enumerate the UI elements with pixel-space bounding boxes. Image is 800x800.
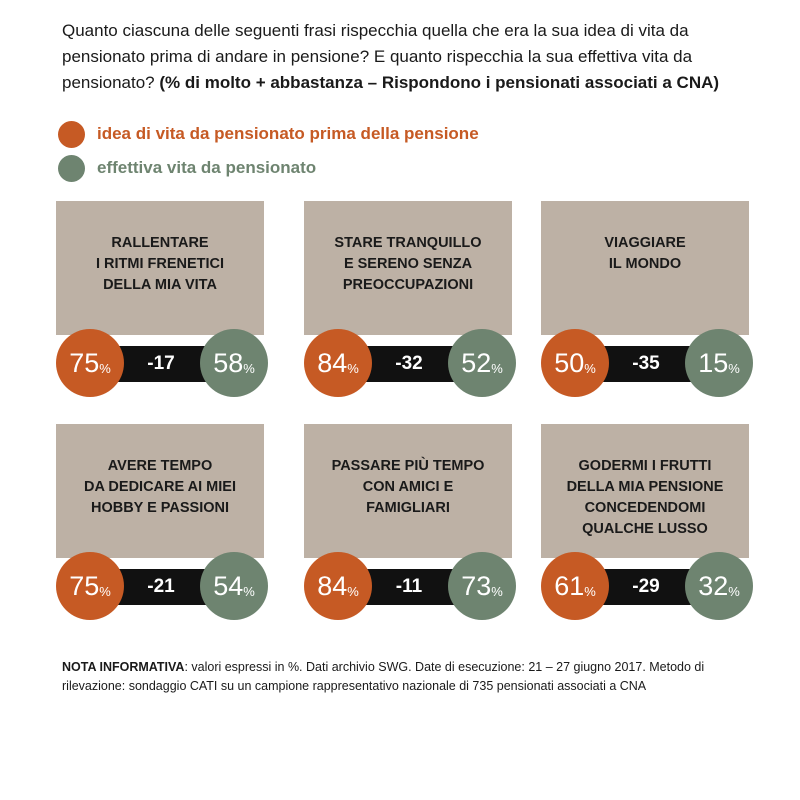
value-unit: % <box>491 360 503 376</box>
value-circle-before <box>541 329 609 397</box>
value-circle-before <box>304 329 372 397</box>
value-unit: % <box>584 583 596 599</box>
difference-value: -32 <box>395 353 423 374</box>
panel-category-label: AVERE TEMPO DA DEDICARE AI MIEI HOBBY E PASSIONI <box>84 458 236 516</box>
panel-category-label: GODERMI I FRUTTI DELLA MIA PENSIONE CONCEDENDOMI QUALCHE LUSSO <box>566 458 724 537</box>
panel-6 <box>541 424 753 601</box>
footnote-text: : valori espressi in %. Dati archivio SWG. Date di esecuzione: 21 – 27 giugno 2017. Metodo di rilevazione: sondaggio CATI su un campione rappresentativo nazionale di 735 pensionati associati a CNA <box>62 660 705 693</box>
value-number-before: 75 <box>69 347 100 378</box>
value-circle-after <box>200 329 268 397</box>
value-number-after: 32 <box>698 570 729 601</box>
value-number-after: 58 <box>213 347 244 378</box>
panel-3 <box>541 201 753 378</box>
value-number-after: 52 <box>461 347 492 378</box>
value-circle-after <box>685 552 753 620</box>
legend-item-before <box>58 118 479 150</box>
value-number-before: 61 <box>554 570 585 601</box>
value-unit: % <box>243 360 255 376</box>
difference-value: -17 <box>147 353 175 374</box>
value-circle-after <box>200 552 268 620</box>
legend-label-before: idea di vita da pensionato prima della pensione <box>97 124 479 143</box>
value-number-before: 50 <box>554 347 585 378</box>
value-number-after: 15 <box>698 347 729 378</box>
value-number-after: 54 <box>213 570 244 601</box>
title-qualifier: (% di molto + abbastanza – Rispondono i pensionati associati a CNA) <box>159 73 720 92</box>
value-number-after: 73 <box>461 570 492 601</box>
legend-dot-after <box>58 155 85 182</box>
value-circle-before <box>56 552 124 620</box>
difference-value: -29 <box>632 576 660 597</box>
value-unit: % <box>347 583 359 599</box>
panel-category-label: VIAGGIARE IL MONDO <box>604 235 686 272</box>
legend-dot-before <box>58 121 85 148</box>
footnote <box>62 658 762 696</box>
value-number-before: 75 <box>69 570 100 601</box>
difference-value: -35 <box>632 353 660 374</box>
legend-item-after <box>58 152 479 184</box>
panel-category-label: RALLENTARE I RITMI FRENETICI DELLA MIA VITA <box>95 235 225 293</box>
difference-value: -11 <box>395 576 423 597</box>
panel-category-label: STARE TRANQUILLO E SERENO SENZA PREOCCUPAZIONI <box>334 235 482 293</box>
difference-value: -21 <box>147 576 175 597</box>
legend <box>58 118 479 186</box>
value-circle-before <box>304 552 372 620</box>
chart-title <box>62 18 772 96</box>
panel-5 <box>304 424 516 601</box>
value-number-before: 84 <box>317 347 348 378</box>
value-circle-after <box>448 552 516 620</box>
value-unit: % <box>99 360 111 376</box>
legend-label-after: effettiva vita da pensionato <box>97 158 317 177</box>
title-question: Quanto ciascuna delle seguenti frasi rispecchia quella che era la sua idea di vita da pensionato prima di andare in pensione? E quanto rispecchia la sua effettiva vita da pensionato? <box>62 21 693 92</box>
panel-4 <box>56 424 268 601</box>
value-circle-after <box>448 329 516 397</box>
value-unit: % <box>99 583 111 599</box>
value-circle-before <box>541 552 609 620</box>
value-unit: % <box>728 583 740 599</box>
value-circle-after <box>685 329 753 397</box>
value-unit: % <box>347 360 359 376</box>
panel-1 <box>56 201 268 378</box>
value-circle-before <box>56 329 124 397</box>
value-unit: % <box>728 360 740 376</box>
value-unit: % <box>491 583 503 599</box>
value-unit: % <box>243 583 255 599</box>
value-unit: % <box>584 360 596 376</box>
panel-2 <box>304 201 516 378</box>
value-number-before: 84 <box>317 570 348 601</box>
footnote-label: NOTA INFORMATIVA <box>62 660 185 674</box>
panel-category-label: PASSARE PIÙ TEMPO CON AMICI E FAMIGLIARI <box>331 458 485 516</box>
